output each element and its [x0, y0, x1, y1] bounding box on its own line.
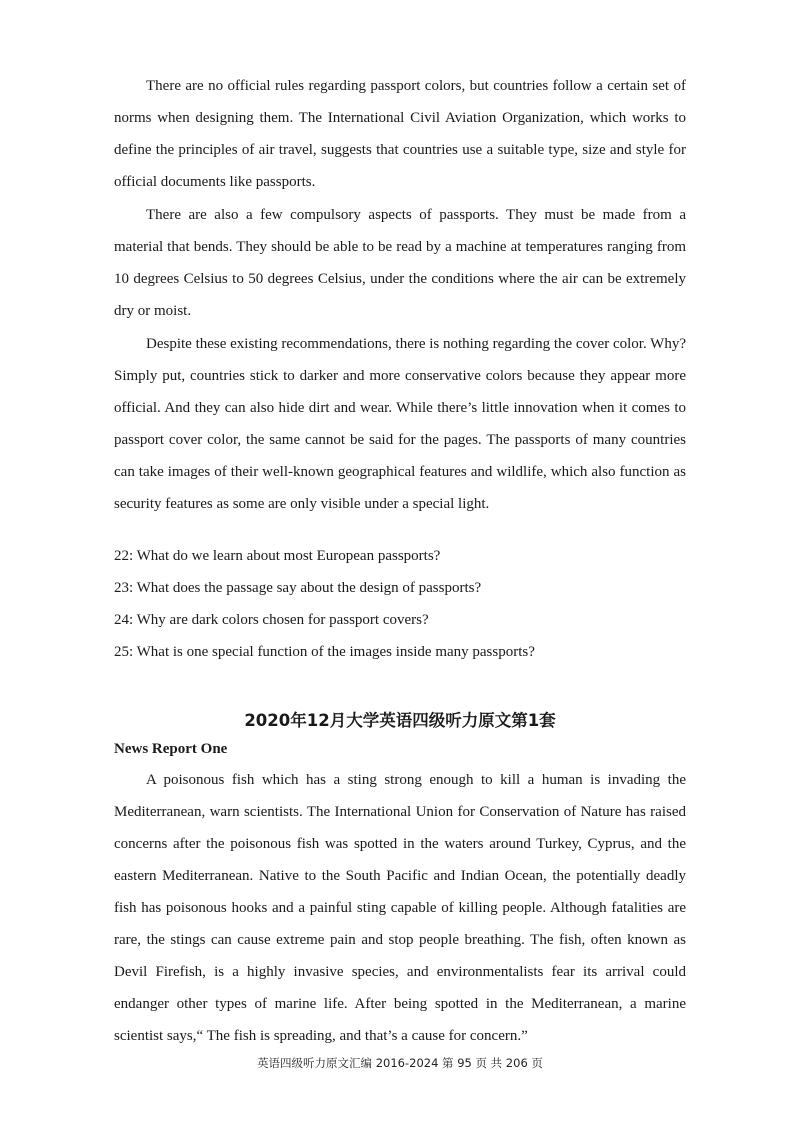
question-item: 25: What is one special function of the images inside many passports?	[114, 644, 535, 660]
page-footer: 英语四级听力原文汇编 2016-2024 第 95 页 共 206 页	[257, 1056, 543, 1070]
report-heading: News Report One	[114, 741, 228, 757]
body-paragraph: There are also a few compulsory aspects of passports. They must be made from a material that bends. They should be able to be read by a machine at temperatures ranging from 10 degrees Celsius to 50 degrees Celsius, under the conditions where the air can be extremely dry or moist.	[114, 207, 686, 319]
section-title: 2020年12月大学英语四级听力原文第1套	[244, 711, 556, 730]
body-paragraph: There are no official rules regarding passport colors, but countries follow a certain set of norms when designing them. The International Civil Aviation Organization, which works to define the principles of air travel, suggests that countries use a suitable type, size and style for official documents like passports.	[114, 78, 686, 190]
question-item: 22: What do we learn about most European passports?	[114, 548, 441, 564]
document-page	[114, 70, 686, 1053]
body-paragraph: Despite these existing recommendations, there is nothing regarding the cover color. Why? Simply put, countries stick to darker and more conservative colors because they appear more official. And they can also hide dirt and wear. While there’s little innovation when it comes to passport cover color, the same cannot be said for the pages. The passports of many countries can take images of their well-known geographical features and wildlife, which also function as security features as some are only visible under a special light.	[114, 336, 686, 512]
question-item: 24: Why are dark colors chosen for passport covers?	[114, 612, 429, 628]
question-list	[114, 540, 686, 668]
news-paragraph: A poisonous fish which has a sting strong enough to kill a human is invading the Mediterranean, warn scientists. The International Union for Conservation of Nature has raised concerns after the poisonous fish was spotted in the waters around Turkey, Cyprus, and the eastern Mediterranean. Native to the South Pacific and Indian Ocean, the potentially deadly fish has poisonous hooks and a painful sting capable of killing people. Although fatalities are rare, the stings can cause extreme pain and stop people breathing. The fish, often known as Devil Firefish, is a highly invasive species, and environmentalists fear its arrival could endanger other types of marine life. After being spotted in the Mediterranean, a marine scientist says,“ The fish is spreading, and that’s a cause for concern.”	[114, 772, 686, 1044]
question-item: 23: What does the passage say about the design of passports?	[114, 580, 482, 596]
